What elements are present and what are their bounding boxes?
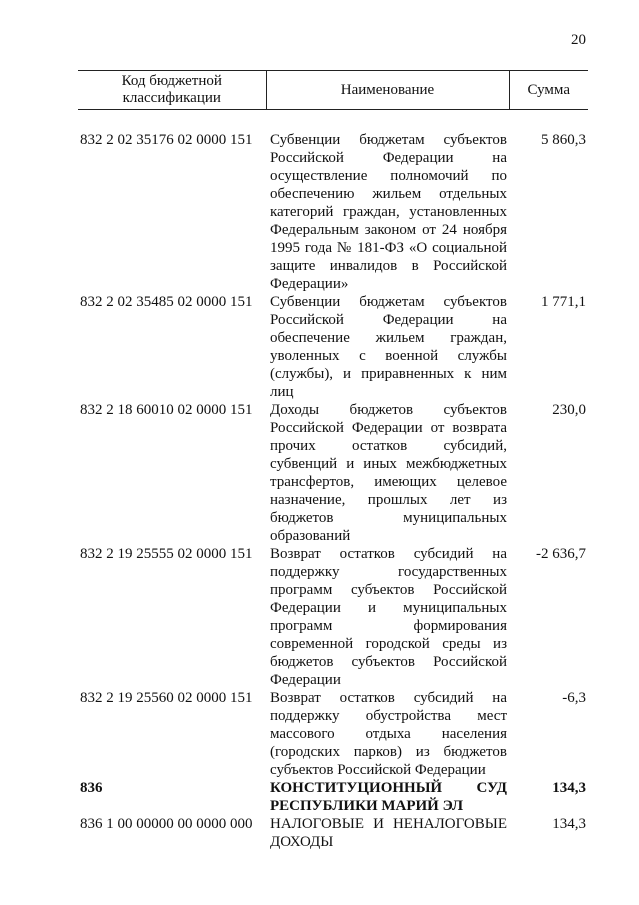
row-amount: 5 860,3 xyxy=(541,132,586,148)
row-code: 832 2 19 25560 02 0000 151 xyxy=(80,690,253,706)
row-amount: 134,3 xyxy=(552,816,586,832)
table-body xyxy=(78,131,588,851)
table-row-section xyxy=(78,779,588,815)
revenue-table xyxy=(78,70,588,851)
row-name: Субвенции бюджетам субъектов Российской Федерации на осуществление полномочий по обеспечению жильем отдельных категорий граждан, установленных Федеральным законом от 24 ноября 1995 года № 181-ФЗ «О социальной защите инвалидов в Российской Федерации» xyxy=(270,132,507,292)
table-row xyxy=(78,131,588,293)
row-amount: -6,3 xyxy=(562,690,586,706)
row-name: Возврат остатков субсидий на поддержку государственных программ субъектов Российской Федерации и муниципальных программ формирования современной городской среды из бюджетов субъектов Российской Федерации xyxy=(270,546,507,688)
row-name: НАЛОГОВЫЕ И НЕНАЛОГОВЫЕ ДОХОДЫ xyxy=(270,816,507,850)
page-number: 20 xyxy=(571,32,586,48)
row-code: 836 1 00 00000 00 0000 000 xyxy=(80,816,253,832)
table-row xyxy=(78,689,588,779)
table-row xyxy=(78,293,588,401)
row-amount: 230,0 xyxy=(552,402,586,418)
row-code: 832 2 02 35176 02 0000 151 xyxy=(80,132,253,148)
row-name: Возврат остатков субсидий на поддержку обустройства мест массового отдыха населения (городских парков) из бюджетов субъектов Российской Федерации xyxy=(270,690,507,778)
table-row xyxy=(78,401,588,545)
row-name: Субвенции бюджетам субъектов Российской Федерации на обеспечение жильем граждан, уволенных с военной службы (службы), и приравненных к ним лиц xyxy=(270,294,507,400)
row-code: 832 2 19 25555 02 0000 151 xyxy=(80,546,253,562)
header-code: Код бюджетной классификации xyxy=(78,71,266,110)
row-name: Доходы бюджетов субъектов Российской Федерации от возврата прочих остатков субсидий, субвенций и иных межбюджетных трансфертов, имеющих целевое назначение, прошлых лет из бюджетов муниципальных образований xyxy=(270,402,507,544)
row-code: 832 2 18 60010 02 0000 151 xyxy=(80,402,253,418)
row-code: 836 xyxy=(80,780,103,796)
row-amount: 1 771,1 xyxy=(541,294,586,310)
header-name: Наименование xyxy=(266,71,509,110)
table-row xyxy=(78,545,588,689)
header-amount: Сумма xyxy=(509,71,588,110)
row-amount: -2 636,7 xyxy=(536,546,586,562)
row-code: 832 2 02 35485 02 0000 151 xyxy=(80,294,253,310)
row-amount: 134,3 xyxy=(552,780,586,796)
table-header-row xyxy=(78,71,588,110)
row-name: КОНСТИТУЦИОННЫЙ СУД РЕСПУБЛИКИ МАРИЙ ЭЛ xyxy=(270,780,507,814)
table-row xyxy=(78,815,588,851)
